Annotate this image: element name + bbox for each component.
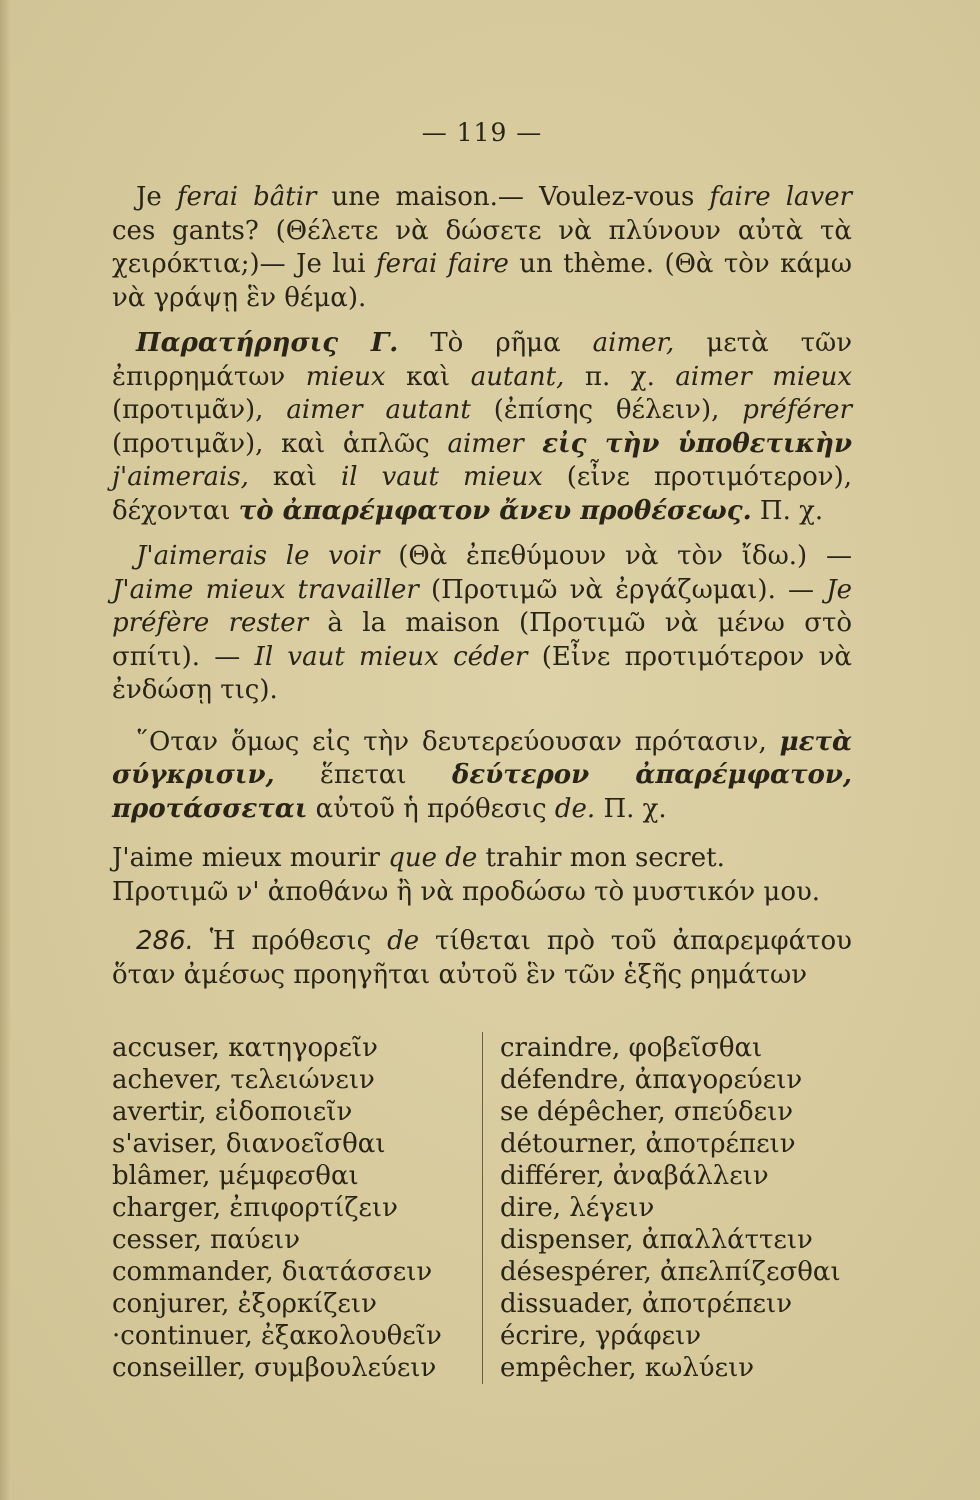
list-item: dire, λέγειν — [500, 1193, 655, 1223]
paragraph-286: 286. Ἡ πρόθεσις de τίθεται πρὸ τοῦ ἀπαρεμφάτου ὅταν ἀμέσως προηγῆται αὐτοῦ ἓν τῶν ἑξῆς ρημάτων — [112, 926, 852, 990]
verb-column-right — [482, 1032, 841, 1384]
list-item: différer, ἀναβάλλειν — [500, 1161, 769, 1191]
list-item: dispenser, ἀπαλλάττειν — [500, 1225, 813, 1255]
list-item: accuser, κατηγορεῖν — [112, 1033, 378, 1063]
verb-list — [112, 1032, 852, 1384]
list-item: cesser, παύειν — [112, 1225, 301, 1255]
paragraph-comparison-rule: ῞Οταν ὅμως εἰς τὴν δευτερεύουσαν πρότασιν, μετὰ σύγκρισιν, ἕπεται δεύτερον ἀπαρέμφατον, προτάσσεται αὐτοῦ ἡ πρόθεσις de. Π. χ. — [112, 726, 852, 824]
paragraph-aimer-examples: J'aimerais le voir (Θὰ ἐπεθύμουν νὰ τὸν ἴδω.) — J'aime mieux travailler (Προτιμῶ νὰ ἐργάζωμαι). — Je préfère rester à la maison (Προτιμῶ νὰ μένω στὸ σπίτι). — Il vaut mieux céder (Εἶνε προτιμότερον νὰ ἐνδώσῃ τις). — [112, 541, 852, 705]
paragraph-remark-gamma: Παρατήρησις Γ. Τὸ ρῆμα aimer, μετὰ τῶν ἐπιρρημάτων mieux καὶ autant, π. χ. aimer mieux (προτιμᾶν), aimer autant (ἐπίσης θέλειν), préférer (προτιμᾶν), καὶ ἁπλῶς aimer εἰς τὴν ὑποθετικὴν j'aimerais, καὶ il vaut mieux (εἶνε προτιμότερον), δέχονται τὸ ἀπαρέμφατον ἄνευ προθέσεως. Π. χ. — [112, 328, 853, 526]
page-content — [112, 118, 852, 1384]
page-number: — 119 — — [421, 118, 543, 147]
section-number: 286. — [136, 926, 194, 956]
list-item: craindre, φοβεῖσθαι — [500, 1033, 763, 1063]
list-item: conjurer, ἐξορκίζειν — [112, 1289, 377, 1319]
list-item: dissuader, ἀποτρέπειν — [500, 1289, 793, 1319]
list-item: blâmer, μέμφεσθαι — [112, 1161, 359, 1191]
paragraph-faire-examples: Je ferai bâtir une maison.— Voulez-vous faire laver ces gants? (Θέλετε νὰ δώσετε νὰ πλύνουν αὐτὰ τὰ χειρόκτια;)— Je lui ferai faire un thème. (Θὰ τὸν κάμω νὰ γράψῃ ἓν θέμα). — [112, 182, 853, 313]
list-item: achever, τελειώνειν — [112, 1065, 375, 1095]
list-item: désespérer, ἀπελπίζεσθαι — [500, 1257, 841, 1287]
list-item: ·continuer, ἐξακολουθεῖν — [112, 1321, 442, 1351]
list-item: se dépêcher, σπεύδειν — [500, 1097, 794, 1127]
list-item: défendre, ἀπαγορεύειν — [500, 1065, 803, 1095]
paragraph-comparison-example: J'aime mieux mourir que de trahir mon secret. Προτιμῶ ν' ἀποθάνω ἢ νὰ προδώσω τὸ μυστικόν μου. — [112, 843, 821, 907]
list-item: empêcher, κωλύειν — [500, 1353, 755, 1383]
list-item: charger, ἐπιφορτίζειν — [112, 1193, 398, 1223]
page-spine-shadow — [0, 0, 10, 1500]
list-item: écrire, γράφειν — [500, 1321, 702, 1351]
list-item: conseiller, συμβουλεύειν — [112, 1353, 437, 1383]
list-item: commander, διατάσσειν — [112, 1257, 433, 1287]
verb-column-left — [112, 1032, 482, 1384]
list-item: avertir, εἰδοποιεῖν — [112, 1097, 353, 1127]
list-item: détourner, ἀποτρέπειν — [500, 1129, 796, 1159]
list-item: s'aviser, διανοεῖσθαι — [112, 1129, 386, 1159]
